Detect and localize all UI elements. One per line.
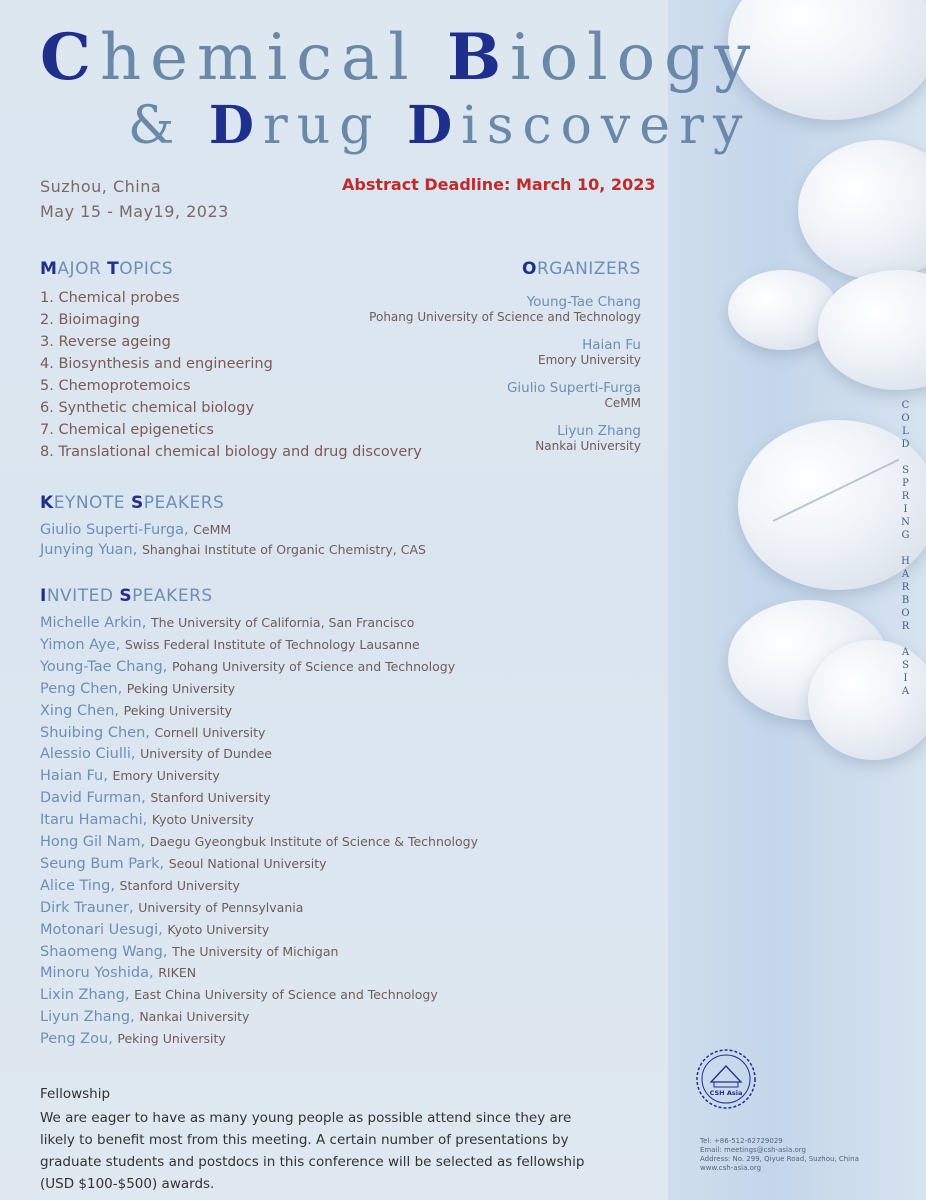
speaker-affiliation: Nankai University (139, 1009, 250, 1025)
heading-segment: & (128, 96, 209, 156)
speaker-affiliation: Pohang University of Science and Technology (171, 658, 456, 674)
heading-segment: O (522, 259, 537, 279)
speaker-affiliation: Cornell University (154, 724, 266, 740)
separator: , (162, 658, 172, 675)
speaker-row (40, 787, 271, 806)
speaker-row (40, 743, 272, 762)
separator: , (132, 542, 142, 558)
separator: , (129, 899, 139, 916)
speaker-name: Itaru Hamachi (40, 812, 143, 829)
fellowship-title: Fellowship (40, 1086, 111, 1102)
separator: , (114, 702, 124, 719)
speaker-row (40, 875, 240, 894)
speaker-affiliation: Emory University (112, 768, 220, 784)
speaker-row (40, 539, 426, 558)
speaker-name: Junying Yuan (40, 542, 133, 558)
speaker-name: Liyun Zhang (40, 1009, 131, 1026)
speaker-affiliation: Kyoto University (167, 921, 270, 937)
contact-email: Email: meetings@csh-asia.org (700, 1146, 806, 1154)
speaker-affiliation: Kyoto University (151, 812, 254, 828)
organizer-name: Young-Tae Chang (526, 294, 641, 310)
speaker-row (40, 519, 231, 538)
organizer-name: Giulio Superti-Furga (506, 380, 641, 396)
heading-segment: S (119, 586, 133, 606)
location: Suzhou, China (40, 177, 162, 196)
heading-segment: C (40, 20, 100, 95)
brand-vertical-text: COLD SPRING HARBOR ASIA (900, 400, 911, 699)
speaker-affiliation: Stanford University (150, 790, 271, 806)
heading-segment: S (130, 493, 144, 513)
speaker-affiliation: East China University of Science and Technology (134, 987, 438, 1003)
organizer-name: Liyun Zhang (557, 423, 641, 439)
separator: , (158, 921, 168, 938)
separator: , (142, 812, 152, 829)
speaker-affiliation: Peking University (126, 680, 236, 696)
speaker-name: Hong Gil Nam (40, 834, 141, 850)
speaker-name: Young-Tae Chang (40, 658, 163, 675)
separator: , (140, 834, 150, 850)
separator: , (149, 965, 159, 982)
invited-heading (40, 586, 213, 606)
speaker-row (40, 831, 478, 850)
speaker-name: Alessio Ciulli (40, 746, 131, 763)
pill (798, 140, 926, 280)
heading-segment: OPICS (119, 259, 174, 279)
speaker-affiliation: University of Dundee (140, 746, 272, 762)
speaker-name: Haian Fu (40, 768, 104, 785)
speaker-affiliation: Stanford University (119, 877, 240, 893)
speaker-name: Peng Zou (40, 1031, 109, 1048)
topic-item: 5. Chemoprotemoics (40, 378, 191, 394)
contact-address: Address: No. 299, Qiyue Road, Suzhou, China (700, 1155, 859, 1163)
speaker-affiliation: Seoul National University (168, 855, 327, 871)
speaker-name: Shuibing Chen (40, 724, 146, 741)
speaker-row (40, 897, 303, 916)
speaker-row (40, 765, 220, 784)
separator: , (117, 680, 127, 697)
speaker-name: Lixin Zhang (40, 987, 125, 1004)
contact-tel: Tel: +86-512-62729029 (700, 1137, 783, 1145)
contact-website: www.csh-asia.org (700, 1164, 762, 1172)
topic-item: 3. Reverse ageing (40, 334, 171, 350)
heading-segment: T (107, 259, 120, 279)
speaker-row (40, 678, 235, 697)
speaker-affiliation: The University of California, San Francisco (150, 615, 415, 630)
heading-segment: iology (510, 21, 760, 95)
csh-asia-logo (695, 1048, 757, 1110)
heading-segment: NVITED (46, 586, 120, 606)
pills-image (668, 0, 926, 1200)
logo-text: CSH Asia (709, 1089, 743, 1097)
separator: , (141, 790, 151, 807)
heading-segment: RGANIZERS (536, 259, 641, 279)
speaker-row (40, 853, 327, 872)
speaker-name: David Furman (40, 790, 142, 807)
speaker-name: Alice Ting (40, 877, 111, 894)
pill (818, 270, 926, 390)
heading-segment: B (447, 20, 511, 95)
topic-item: 7. Chemical epigenetics (40, 422, 214, 438)
separator: , (141, 615, 151, 631)
organizer-affiliation: Pohang University of Science and Technology (369, 310, 641, 324)
speaker-row (40, 612, 414, 631)
speaker-row (40, 722, 265, 741)
speaker-affiliation: CeMM (193, 522, 232, 537)
speaker-name: Minoru Yoshida (40, 965, 150, 982)
organizers-heading (522, 259, 641, 279)
organizer-affiliation: Nankai University (535, 439, 641, 453)
speaker-affiliation: Peking University (117, 1031, 226, 1047)
speaker-affiliation: Swiss Federal Institute of Technology Lausanne (124, 636, 420, 652)
organizer-affiliation: CeMM (604, 396, 641, 410)
dates: May 15 - May19, 2023 (40, 202, 229, 221)
speaker-name: Shaomeng Wang (40, 943, 163, 960)
organizer-name: Haian Fu (582, 337, 641, 353)
major-topics-heading (40, 259, 173, 279)
title-line-2 (128, 95, 752, 156)
topic-item: 1. Chemical probes (40, 290, 180, 306)
speaker-row (40, 700, 232, 719)
speaker-affiliation: University of Pennsylvania (138, 899, 304, 915)
speaker-row (40, 962, 196, 981)
separator: , (159, 855, 169, 872)
separator: , (115, 636, 125, 653)
speaker-row (40, 656, 455, 675)
heading-segment: AJOR (57, 259, 108, 279)
speaker-name: Peng Chen (40, 680, 118, 697)
separator: , (145, 724, 155, 741)
speaker-row (40, 809, 254, 828)
heading-segment: EYNOTE (53, 493, 131, 513)
heading-segment: PEAKERS (132, 586, 213, 606)
heading-segment: hemical (99, 21, 447, 95)
separator: , (183, 522, 194, 538)
speaker-name: Xing Chen (40, 702, 115, 719)
speaker-affiliation: RIKEN (158, 965, 197, 981)
heading-segment: M (40, 259, 58, 279)
speaker-affiliation: Shanghai Institute of Organic Chemistry, CAS (141, 542, 426, 557)
separator: , (130, 746, 141, 763)
heading-segment: K (40, 493, 54, 513)
speaker-row (40, 919, 269, 938)
speaker-affiliation: Daegu Gyeongbuk Institute of Science & Technology (149, 834, 478, 849)
topic-item: 4. Biosynthesis and engineering (40, 356, 273, 372)
fellowship-text: We are eager to have as many young people as possible attend since they are likely to benefit most from this meeting. A certain number of presentations by graduate students and postdocs in this conference will be selected as fellowship (USD $100-$500) awards. (40, 1110, 585, 1192)
organizer-affiliation: Emory University (538, 353, 641, 367)
speaker-name: Yimon Aye (40, 636, 116, 653)
speaker-name: Michelle Arkin (40, 615, 142, 631)
heading-segment: D (407, 95, 462, 156)
topic-item: 2. Bioimaging (40, 312, 140, 328)
topic-item: 8. Translational chemical biology and drug discovery (40, 444, 422, 460)
topic-item: 6. Synthetic chemical biology (40, 400, 255, 416)
title-line-1 (40, 20, 760, 95)
separator: , (130, 1009, 140, 1026)
heading-segment: rug (262, 96, 408, 156)
heading-segment: D (208, 95, 263, 156)
speaker-name: Motonari Uesugi (40, 921, 159, 938)
separator: , (162, 943, 173, 960)
heading-segment: iscovery (461, 96, 752, 156)
separator: , (103, 768, 113, 785)
keynote-heading (40, 493, 224, 513)
separator: , (124, 987, 135, 1004)
speaker-row (40, 1006, 249, 1025)
speaker-affiliation: The University of Michigan (172, 943, 339, 959)
abstract-deadline: Abstract Deadline: March 10, 2023 (342, 175, 656, 194)
speaker-row (40, 634, 420, 653)
speaker-row (40, 984, 438, 1003)
speaker-name: Giulio Superti-Furga (40, 522, 184, 538)
heading-segment: I (40, 586, 47, 606)
separator: , (110, 877, 120, 894)
speaker-name: Seung Bum Park (40, 855, 160, 872)
speaker-name: Dirk Trauner (40, 899, 129, 916)
speaker-affiliation: Peking University (123, 702, 232, 718)
speaker-row (40, 1028, 226, 1047)
speaker-row (40, 941, 338, 960)
separator: , (108, 1031, 118, 1048)
heading-segment: PEAKERS (143, 493, 225, 513)
